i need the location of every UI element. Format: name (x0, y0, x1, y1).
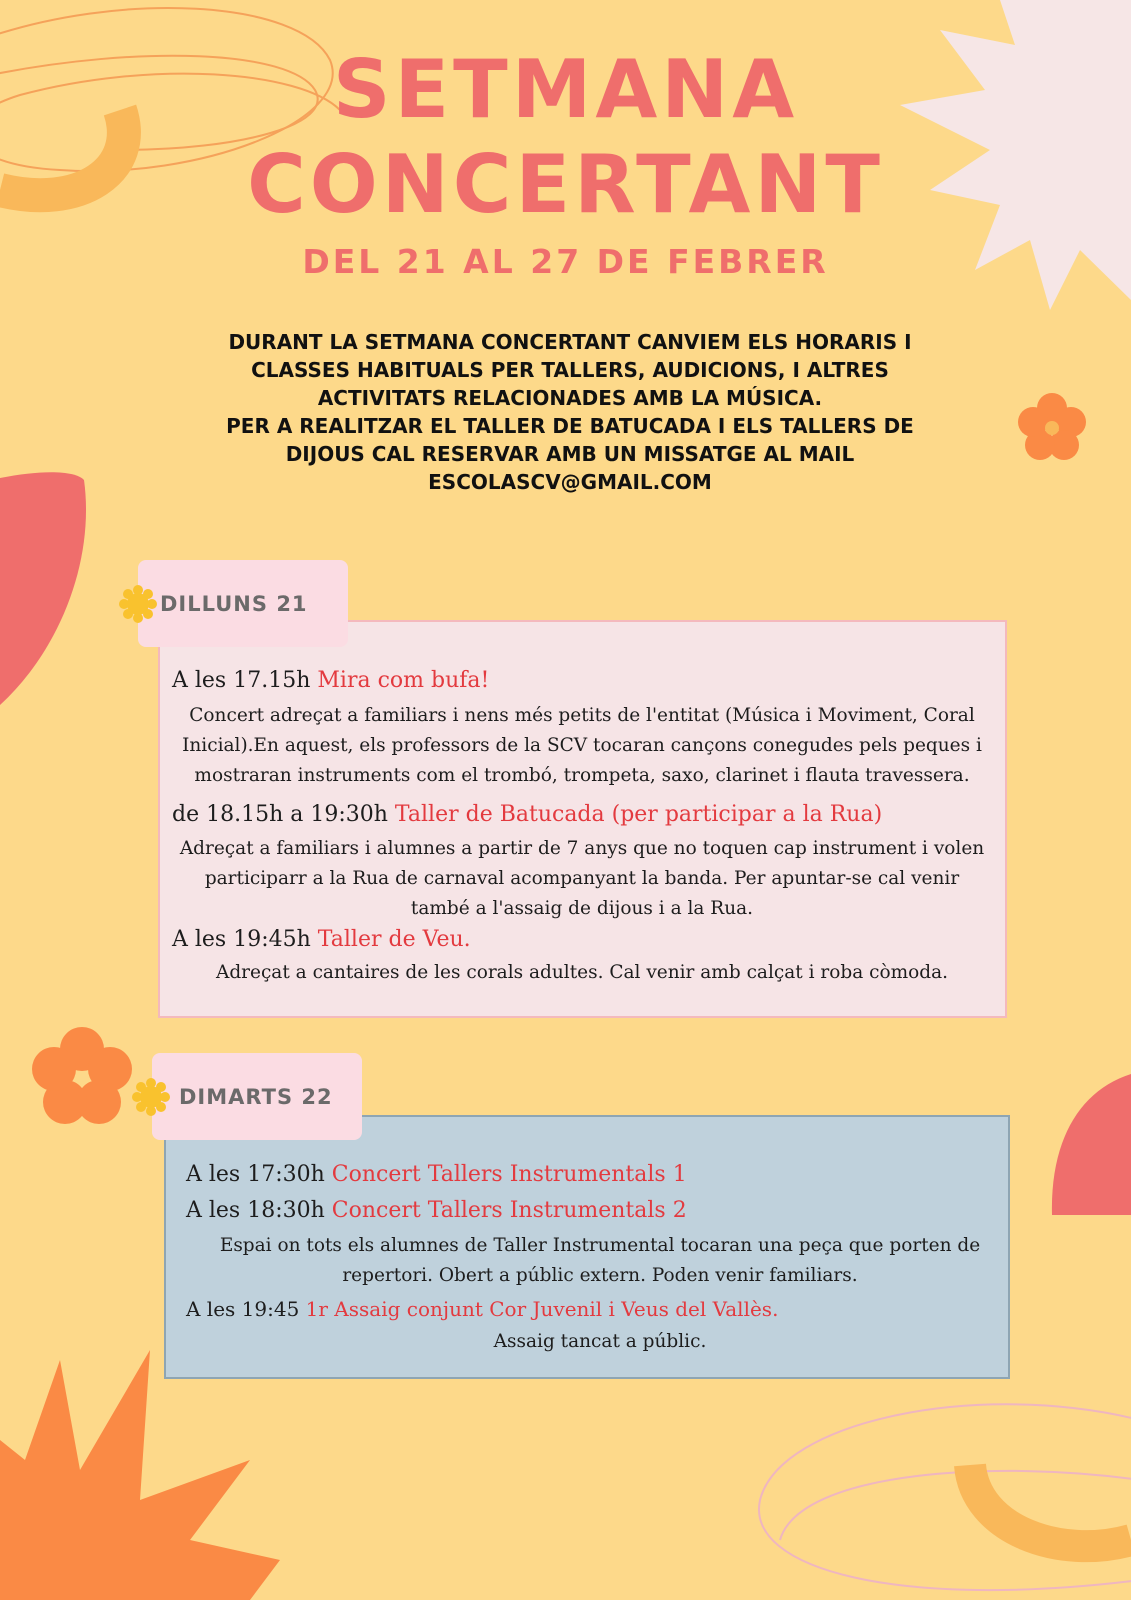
orange-burst-bottom-left (0, 1350, 280, 1600)
event-time: A les 18:30h (186, 1198, 332, 1223)
intro-line: PER A REALITZAR EL TALLER DE BATUCADA I ELS TALLERS DE (226, 414, 914, 438)
description-line: Adreçat a cantaires de les corals adultes. Cal venir amb calçat i roba còmoda. (215, 962, 949, 983)
event-name: Concert Tallers Instrumentals 1 (331, 1162, 687, 1187)
event-description (190, 1231, 1010, 1291)
event-name: Concert Tallers Instrumentals 2 (331, 1198, 687, 1223)
description-line: Inicial).En aquest, els professors de la SCV tocaran cançons conegudes pels peques i (182, 735, 982, 756)
event-monday-2 (172, 802, 882, 827)
event-name: Mira com bufa! (317, 668, 490, 693)
event-time: A les 19:45h (172, 927, 318, 952)
orange-flower-right (1018, 393, 1086, 460)
subtitle-dates: DEL 21 AL 27 DE FEBRER (302, 242, 829, 281)
description-line: repertori. Obert a públic extern. Poden venir familiars. (342, 1265, 858, 1286)
event-time: de 18.15h a 19:30h (172, 802, 395, 827)
description-line: mostraran instruments com el trombó, trompeta, saxo, clarinet i flauta travessera. (194, 765, 970, 786)
description-line: Espai on tots els alumnes de Taller Instrumental tocaran una peça que porten de (219, 1235, 981, 1256)
coral-shape-right (1052, 1074, 1131, 1215)
sun-icon (118, 584, 158, 624)
event-time: A les 17:30h (186, 1162, 332, 1187)
intro-line: CLASSES HABITUALS PER TALLERS, AUDICIONS, I ALTRES (251, 358, 889, 382)
event-time: A les 19:45 (186, 1297, 306, 1321)
event-tuesday-1 (186, 1162, 687, 1187)
description-line: participarr a la Rua de carnaval acompanyant la banda. Per apuntar-se cal venir (204, 868, 960, 889)
description-line: Concert adreçat a familiars i nens més petits de l'entitat (Música i Moviment, Coral (189, 705, 975, 726)
scribble-lines-bottom-right (759, 1404, 1131, 1590)
title-line-2: CONCERTANT (247, 138, 884, 231)
event-description (190, 1327, 1010, 1357)
intro-line: DURANT LA SETMANA CONCERTANT CANVIEM ELS HORARIS I (228, 330, 912, 354)
yellow-arc-bottom-right (970, 1465, 1131, 1546)
event-description (160, 834, 1004, 924)
event-description (160, 701, 1004, 791)
intro-text (140, 328, 1000, 496)
event-name: Taller de Batucada (per participar a la Rua) (394, 802, 883, 827)
intro-line: ACTIVITATS RELACIONADES AMB LA MÚSICA. (317, 386, 823, 410)
description-line: Adreçat a familiars i alumnes a partir de 7 anys que no toquen cap instrument i volen (179, 838, 985, 859)
intro-email: ESCOLASCV@GMAIL.COM (428, 470, 712, 494)
event-monday-3 (172, 927, 471, 952)
description-line: també a l'assaig de dijous i a la Rua. (410, 898, 754, 919)
sun-icon (131, 1077, 171, 1117)
description-line: Assaig tancat a públic. (493, 1331, 707, 1352)
event-tuesday-2 (186, 1198, 687, 1223)
intro-line: DIJOUS CAL RESERVAR AMB UN MISSATGE AL MAIL (285, 442, 855, 466)
day-label: DILLUNS 21 (160, 591, 308, 616)
day-tab-monday (138, 560, 348, 647)
orange-flower-left (32, 1027, 132, 1124)
day-label: DIMARTS 22 (179, 1084, 333, 1109)
event-name: 1r Assaig conjunt Cor Juvenil i Veus del Vallès. (305, 1297, 779, 1321)
coral-leaf-left (0, 472, 86, 705)
title-line-1: SETMANA (332, 43, 799, 136)
event-name: Taller de Veu. (317, 927, 471, 952)
event-tuesday-3 (186, 1297, 778, 1321)
event-monday-1 (172, 668, 489, 693)
event-description (160, 958, 1004, 988)
event-time: A les 17.15h (172, 668, 318, 693)
day-tab-tuesday (152, 1053, 362, 1140)
